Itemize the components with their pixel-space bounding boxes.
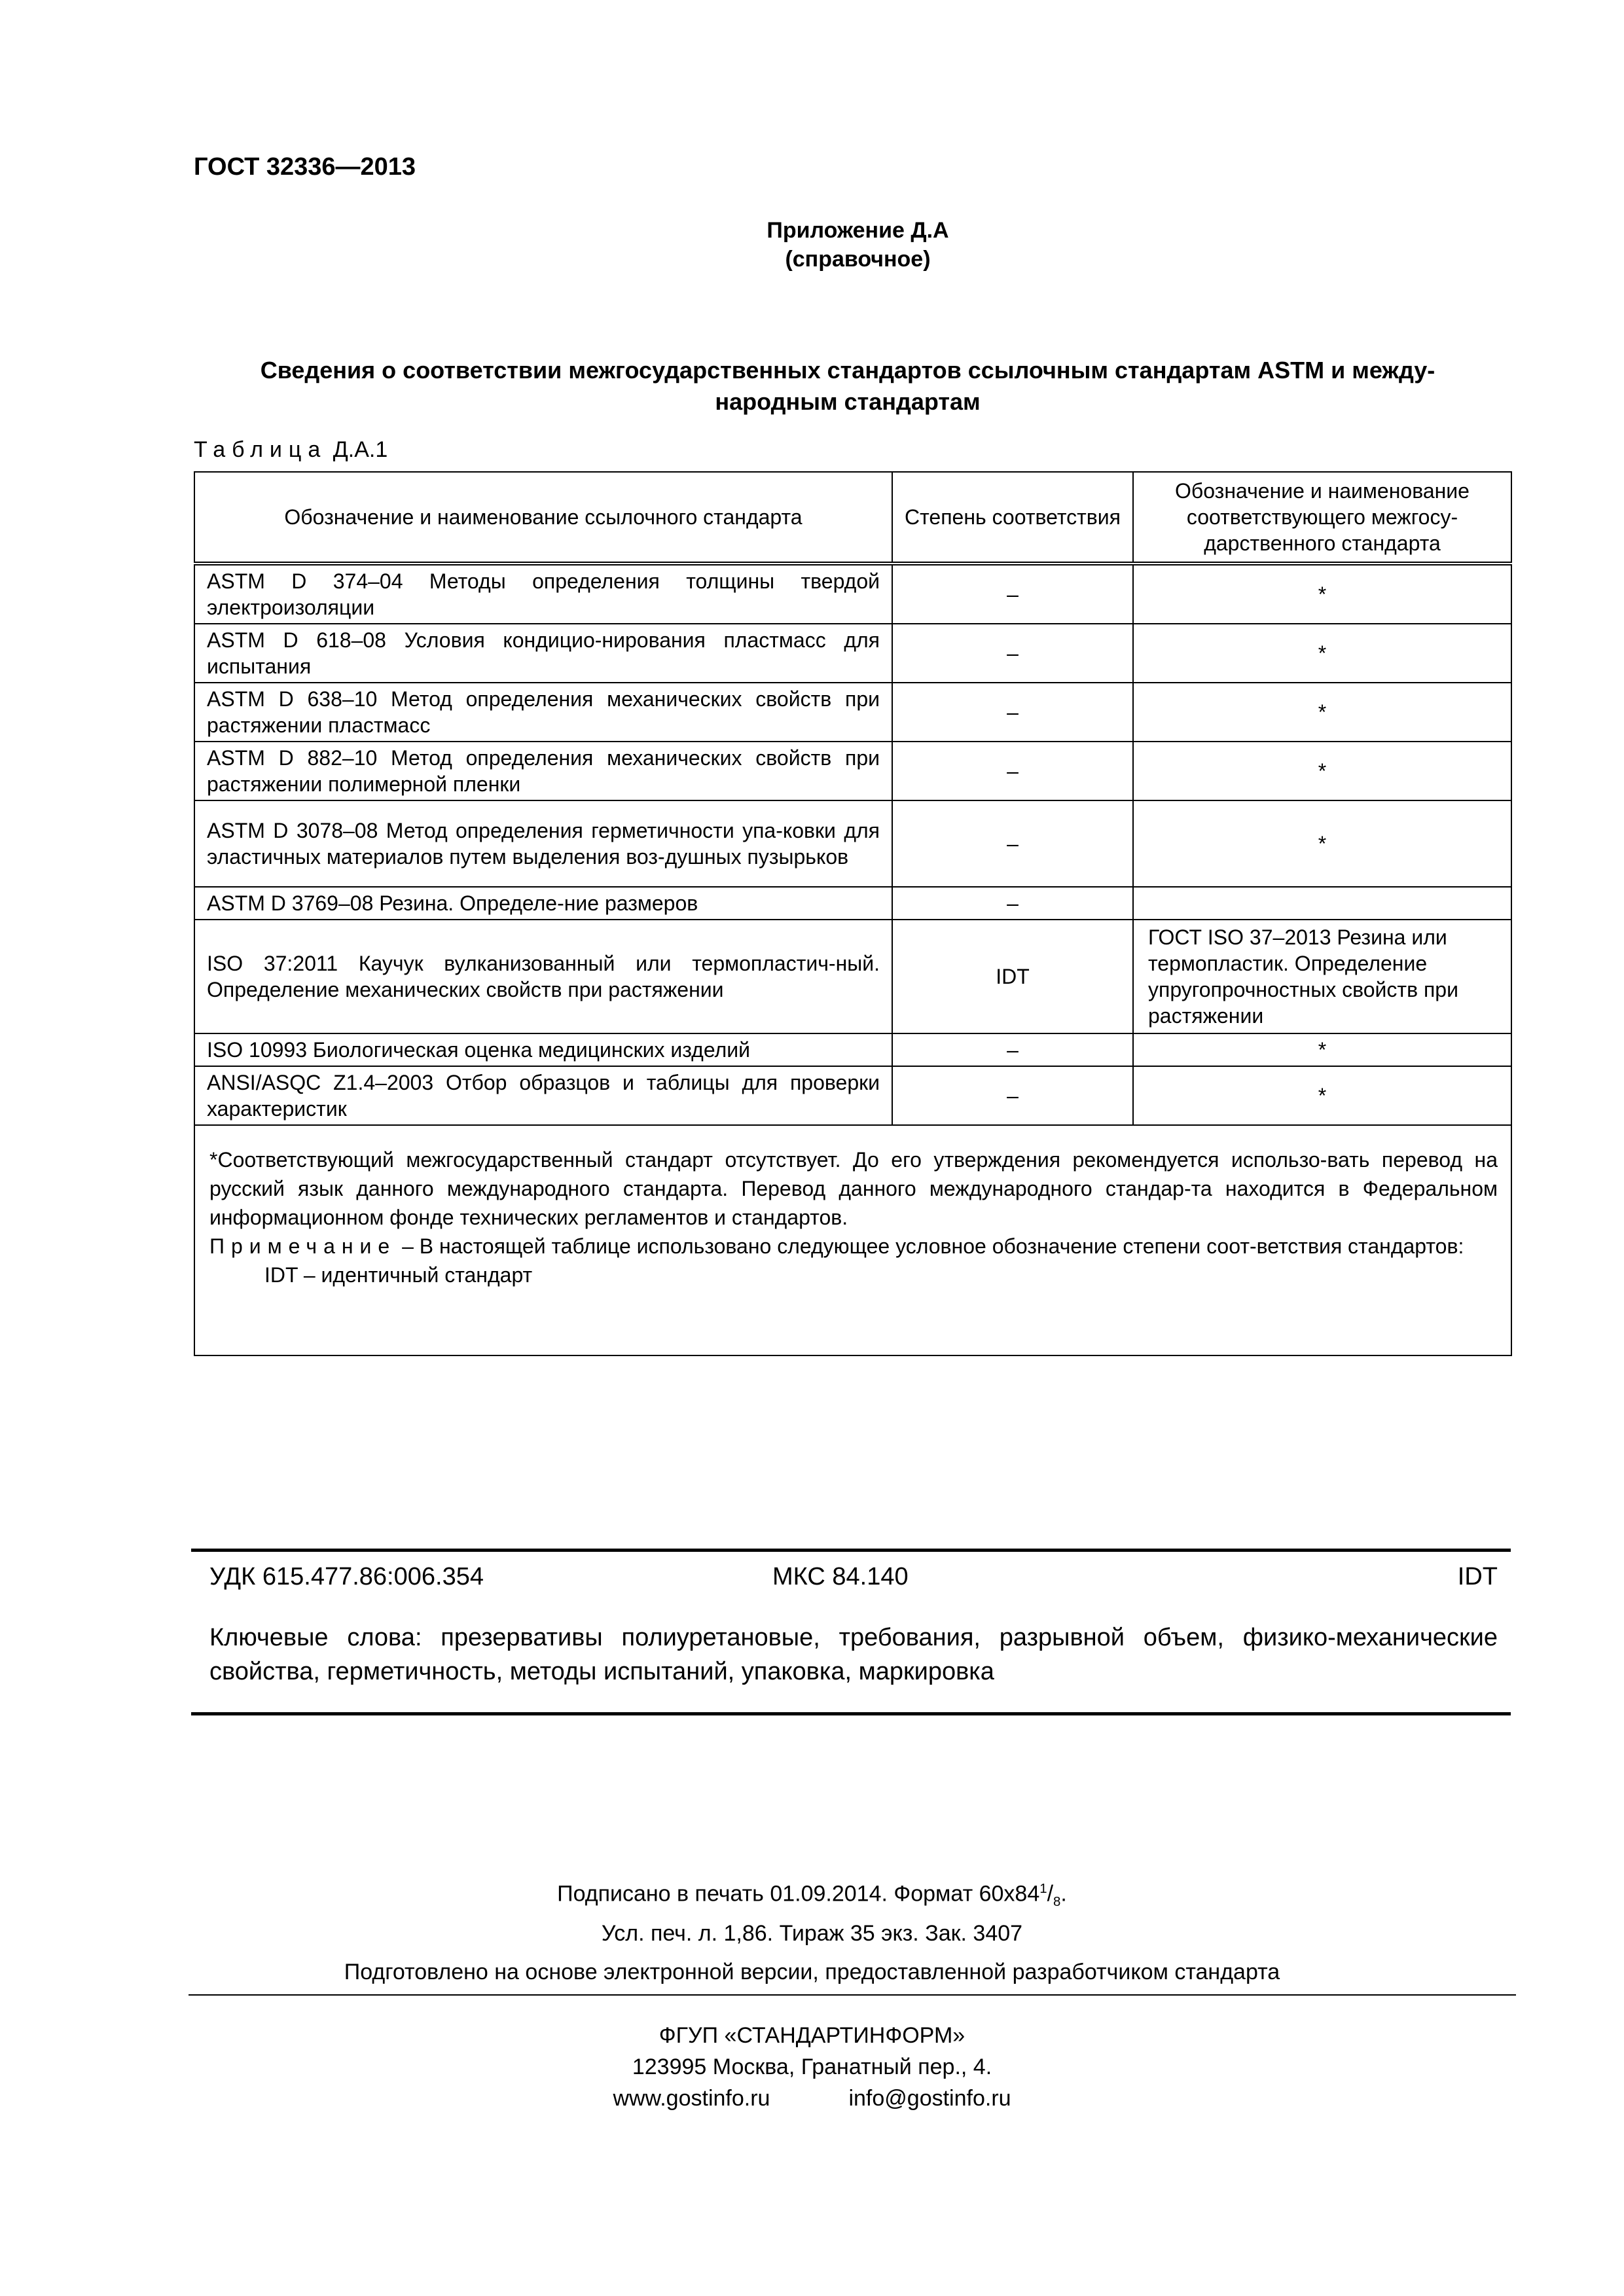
imprint-signed-text: Подписано в печать 01.09.2014. Формат 60x84 <box>557 1881 1040 1907</box>
row-equivalent: * <box>1133 624 1511 683</box>
document-code: ГОСТ 32336—2013 <box>194 153 416 181</box>
footnote-star-note: *Соответствующий межгосударственный стандарт отсутствует. До его утверждения рекомендуется использо-вать перевод на русский язык данного международного стандарта. Перевод данного международного стандар-та находится в Федеральном информационном фонде технических регламентов и стандартов. <box>209 1148 1498 1229</box>
divider-bottom <box>191 1712 1511 1715</box>
row-name: ASTM D 374–04 Методы определения толщины твердой электроизоляции <box>194 564 892 624</box>
imprint-details: Усл. печ. л. 1,86. Тираж 35 экз. Зак. 3407 <box>601 1921 1023 1946</box>
table-row <box>194 920 1511 1033</box>
note-text: – В настоящей таблице использовано следующее условное обозначение степени соот-ветствия стандартов: <box>396 1234 1464 1258</box>
publisher-address: 123995 Москва, Гранатный пер., 4. <box>632 2054 992 2079</box>
row-equivalent: * <box>1133 564 1511 624</box>
section-title-line2: народным стандартам <box>715 388 981 415</box>
row-degree: – <box>892 564 1133 624</box>
table-footnote <box>194 1125 1511 1355</box>
format-denominator: 8 <box>1053 1895 1061 1910</box>
table-caption-number: Д.А.1 <box>333 437 388 462</box>
degree-code: IDT <box>1457 1563 1498 1590</box>
table-row <box>194 1066 1511 1125</box>
publisher-block <box>0 2020 1624 2114</box>
row-degree: IDT <box>892 920 1133 1033</box>
format-end: . <box>1060 1881 1067 1907</box>
standards-table <box>194 471 1512 1356</box>
row-name: ASTM D 882–10 Метод определения механических свойств при растяжении полимерной пленки <box>194 742 892 800</box>
row-equivalent <box>1133 887 1511 920</box>
row-name: ISO 37:2011 Каучук вулканизованный или термопластич-ный. Определение механических свойств при растяжении <box>194 920 892 1033</box>
row-equivalent: * <box>1133 683 1511 742</box>
table-header-row <box>194 472 1511 564</box>
appendix-type: (справочное) <box>785 247 931 272</box>
mks-code: МКС 84.140 <box>772 1563 909 1590</box>
row-name: ASTM D 3078–08 Метод определения герметичности упа-ковки для эластичных материалов путем выделения воз-душных пузырьков <box>194 800 892 887</box>
row-name: ISO 10993 Биологическая оценка медицинских изделий <box>194 1033 892 1066</box>
table-row <box>194 742 1511 800</box>
table-row <box>194 1033 1511 1066</box>
note-word: Примечание <box>209 1234 397 1258</box>
classification-row <box>209 1563 1498 1591</box>
imprint <box>0 1873 1624 1949</box>
row-equivalent: ГОСТ ISO 37–2013 Резина или термопластик. Определение упругопрочностных свойств при растяжении <box>1133 920 1511 1033</box>
table-caption <box>194 437 388 463</box>
divider-top <box>191 1549 1511 1552</box>
row-degree: – <box>892 1066 1133 1125</box>
section-title-line1: Сведения о соответствии межгосударственных стандартов ссылочным стандартам ASTM и между- <box>260 357 1435 384</box>
row-equivalent: * <box>1133 1033 1511 1066</box>
row-name: ASTM D 638–10 Метод определения механических свойств при растяжении пластмасс <box>194 683 892 742</box>
row-degree: – <box>892 800 1133 887</box>
table-row <box>194 624 1511 683</box>
publisher-contacts <box>613 2083 1011 2114</box>
format-numerator: 1 <box>1039 1882 1047 1896</box>
appendix-title: Приложение Д.А <box>767 218 949 243</box>
publisher-email: info@gostinfo.ru <box>848 2086 1011 2111</box>
table-row <box>194 564 1511 624</box>
table-caption-word: Таблица <box>194 437 327 462</box>
publisher-name: ФГУП «СТАНДАРТИНФОРМ» <box>659 2023 965 2048</box>
row-name: ASTM D 618–08 Условия кондицио-нирования пластмасс для испытания <box>194 624 892 683</box>
divider-prepared <box>189 1994 1516 1996</box>
keywords: Ключевые слова: презервативы полиуретановые, требования, разрывной объем, физико-механические свойства, герметичность, методы испытаний, упаковка, маркировка <box>209 1624 1498 1685</box>
row-equivalent: * <box>1133 800 1511 887</box>
prepared-note: Подготовлено на основе электронной версии, предоставленной разработчиком стандарта <box>344 1960 1280 1984</box>
row-equivalent: * <box>1133 742 1511 800</box>
table-footnote-row <box>194 1125 1511 1355</box>
section-title <box>196 355 1499 418</box>
imprint-signed: Подписано в печать 01.09.2014. Формат $60x84^1/_8$. <box>557 1881 1067 1910</box>
row-degree: – <box>892 683 1133 742</box>
appendix-heading <box>0 216 1624 274</box>
row-equivalent: * <box>1133 1066 1511 1125</box>
row-degree: – <box>892 1033 1133 1066</box>
table-row <box>194 800 1511 887</box>
table-row <box>194 887 1511 920</box>
row-degree: – <box>892 742 1133 800</box>
udk-code: УДК 615.477.86:006.354 <box>209 1563 484 1590</box>
row-name: ASTM D 3769–08 Резина. Определе-ние размеров <box>194 887 892 920</box>
row-degree: – <box>892 624 1133 683</box>
footnote-note <box>209 1232 1498 1261</box>
publisher-website: www.gostinfo.ru <box>613 2086 770 2111</box>
row-name: ANSI/ASQC Z1.4–2003 Отбор образцов и таблицы для проверки характеристик <box>194 1066 892 1125</box>
header-degree: Степень соответствия <box>892 472 1133 564</box>
header-equivalent-standard: Обозначение и наименование соответствующего межгосу-дарственного стандарта <box>1133 472 1511 564</box>
table-row <box>194 683 1511 742</box>
row-degree: – <box>892 887 1133 920</box>
header-reference-standard: Обозначение и наименование ссылочного стандарта <box>194 472 892 564</box>
footnote-idt-definition: IDT – идентичный стандарт <box>264 1263 533 1287</box>
